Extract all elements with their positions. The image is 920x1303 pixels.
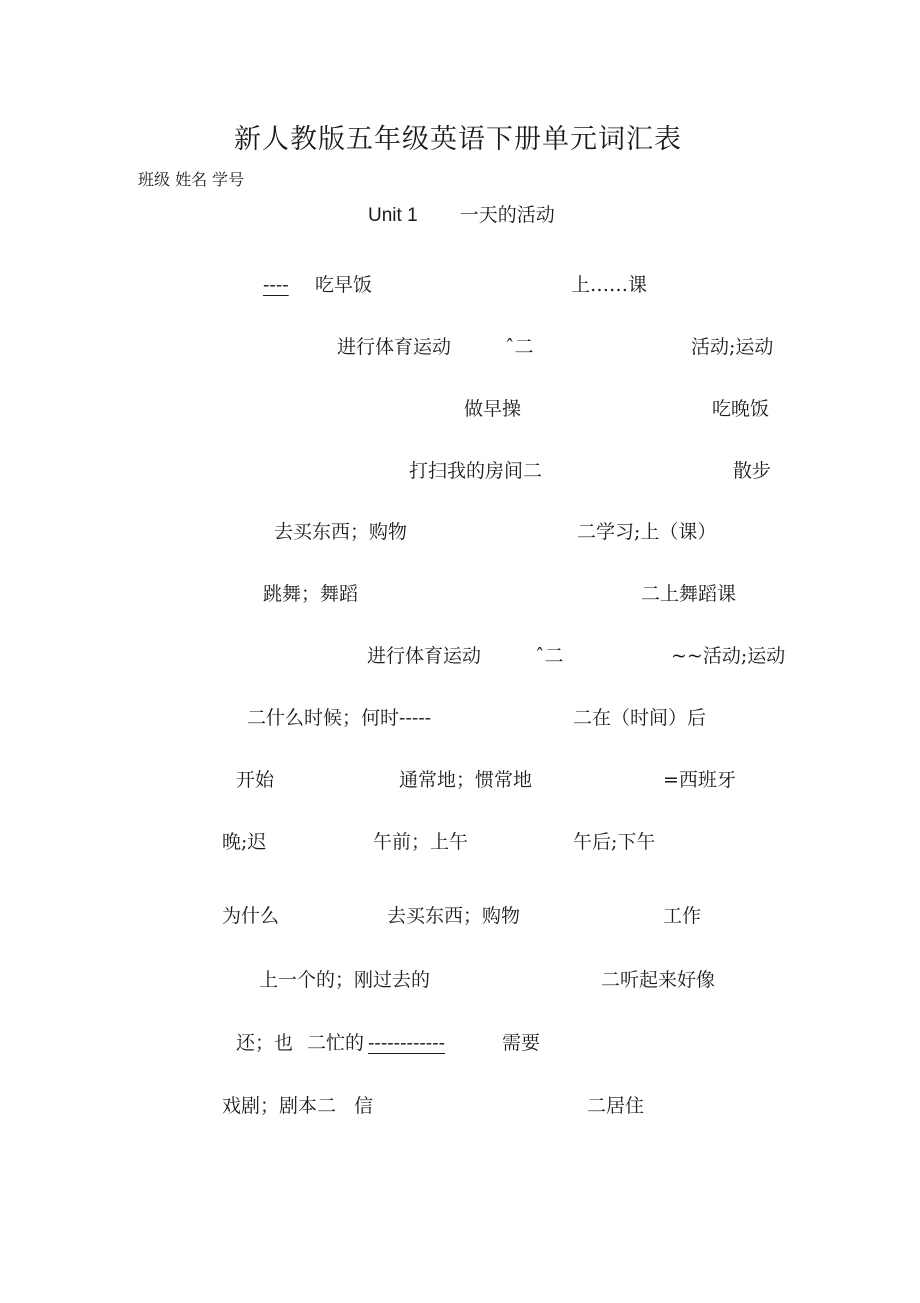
unit-heading bbox=[368, 206, 555, 225]
vocab-item: 吃晚饭 bbox=[712, 398, 770, 420]
blank-line: ------------ bbox=[368, 1032, 446, 1054]
vocab-item: 二听起来好像 bbox=[601, 969, 716, 991]
vocab-item: 去买东西；购物 bbox=[387, 905, 521, 927]
vocab-item: 进行体育运动 bbox=[367, 645, 482, 667]
vocab-item: 上……课 bbox=[571, 274, 648, 296]
page-title: 新人教版五年级英语下册单元词汇表 bbox=[234, 124, 682, 155]
vocab-item: 上一个的；刚过去的 bbox=[259, 969, 431, 991]
vocab-item: ˆ二 bbox=[505, 336, 534, 358]
vocab-item: 晚;迟 bbox=[222, 831, 267, 853]
vocab-item: =西班牙 bbox=[663, 769, 736, 791]
vocab-item: 戏剧；剧本二 bbox=[222, 1095, 337, 1117]
vocab-item: 午前；上午 bbox=[373, 831, 469, 853]
vocab-item: 午后;下午 bbox=[573, 831, 656, 853]
vocab-item: 二居住 bbox=[587, 1095, 645, 1117]
vocab-item: 跳舞；舞蹈 bbox=[263, 583, 359, 605]
vocab-item: ˆ二 bbox=[535, 645, 564, 667]
vocab-item: 还；也 bbox=[236, 1032, 294, 1054]
vocab-item: 二忙的 bbox=[307, 1032, 365, 1054]
vocab-item: ~~活动;运动 bbox=[671, 645, 786, 667]
vocab-item: 二在（时间）后 bbox=[573, 707, 707, 729]
vocab-item: 二什么时候；何时----- bbox=[247, 707, 432, 729]
vocab-item: 为什么 bbox=[222, 905, 280, 927]
vocab-item: 打扫我的房间二 bbox=[409, 460, 543, 482]
unit-subtitle: 一天的活动 bbox=[459, 204, 555, 226]
vocab-item: 工作 bbox=[663, 905, 702, 927]
blank-line: ---- bbox=[263, 274, 289, 296]
vocab-item: 二上舞蹈课 bbox=[641, 583, 737, 605]
class-name-number-line: 班级 姓名 学号 bbox=[138, 170, 245, 189]
vocab-item: 吃早饭 bbox=[315, 274, 373, 296]
vocab-item: 通常地；惯常地 bbox=[399, 769, 533, 791]
vocab-item: 二学习;上（课） bbox=[577, 521, 717, 543]
unit-label: Unit 1 bbox=[368, 205, 418, 226]
vocab-item: 进行体育运动 bbox=[337, 336, 452, 358]
vocab-item: 信 bbox=[354, 1095, 374, 1117]
vocab-item: 开始 bbox=[236, 769, 275, 791]
vocab-item: 活动;运动 bbox=[691, 336, 774, 358]
vocab-item: 去买东西；购物 bbox=[274, 521, 408, 543]
vocab-item: 做早操 bbox=[464, 398, 522, 420]
vocab-item: 需要 bbox=[502, 1032, 541, 1054]
vocab-item: 散步 bbox=[733, 460, 772, 482]
